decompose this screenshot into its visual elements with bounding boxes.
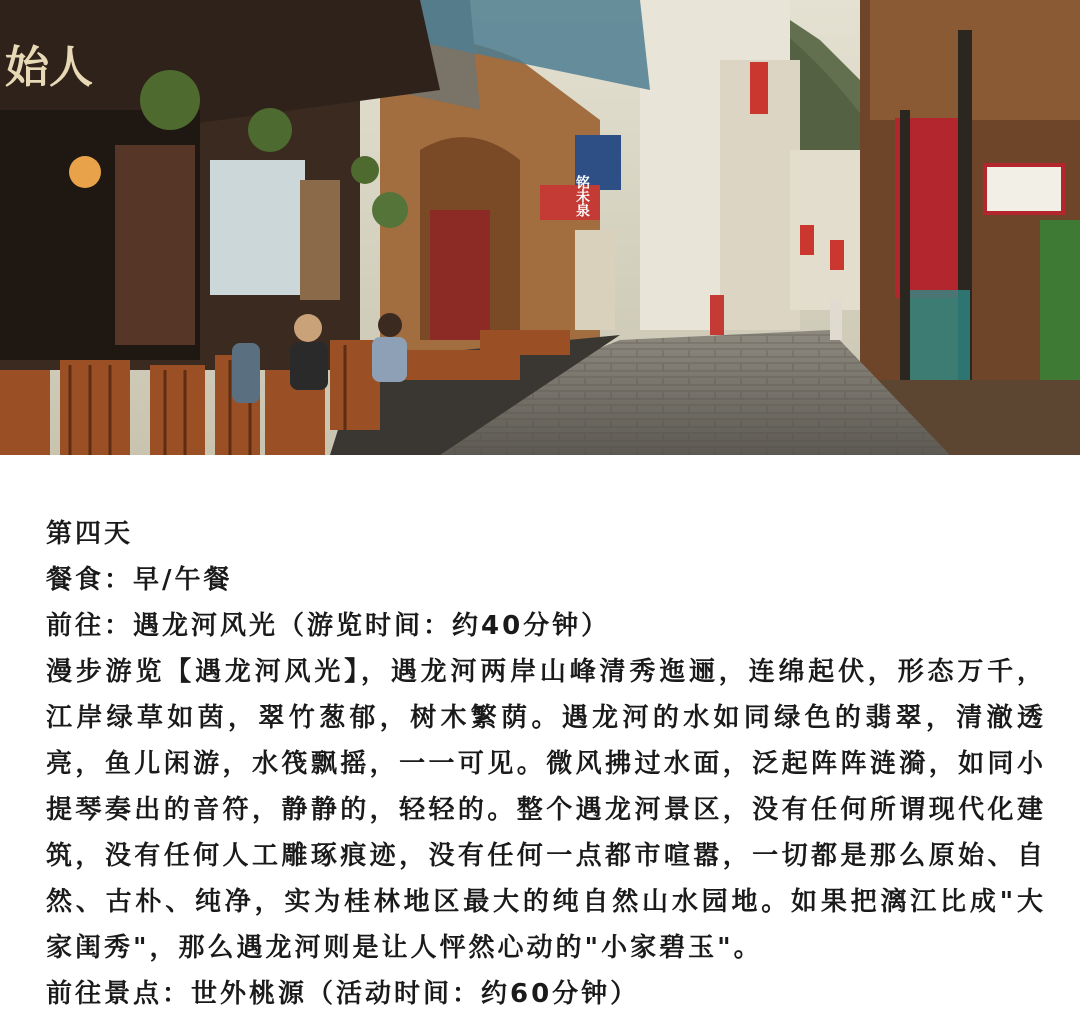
street-photo (0, 0, 1080, 455)
next-attraction-line: 前往景点：世外桃源（活动时间：约60分钟） (46, 979, 640, 1009)
description-paragraph: 漫步游览【遇龙河风光】，遇龙河两岸山峰清秀迤逦，连绵起伏，形态万千，江岸绿草如茵，翠竹葱郁，树木繁荫。遇龙河的水如同绿色的翡翠，清澈透亮，鱼儿闲游，水筏飘摇，一一可见。微风拂过水面，泛起阵阵涟漪，如同小提琴奏出的音符，静静的，轻轻的。整个遇龙河景区，没有任何所谓现代化建筑，没有任何人工雕琢痕迹，没有任何一点都市喧嚣，一切都是那么原始、自然、古朴、纯净，实为桂林地区最大的纯自然山水园地。如果把漓江比成"大家闺秀"，那么遇龙河则是让人怦然心动的"小家碧玉"。 (46, 657, 1046, 963)
day-title: 第四天 (46, 519, 134, 549)
meals-line: 餐食：早/午餐 (46, 565, 233, 595)
cafe-sign-text: 始人 (5, 42, 93, 93)
destination-line: 前往：遇龙河风光（游览时间：约40分钟） (46, 611, 611, 641)
street-scene-illustration (0, 0, 1080, 455)
blue-sign-text: 铭未泉 (574, 175, 590, 217)
itinerary-article (46, 511, 1046, 1017)
